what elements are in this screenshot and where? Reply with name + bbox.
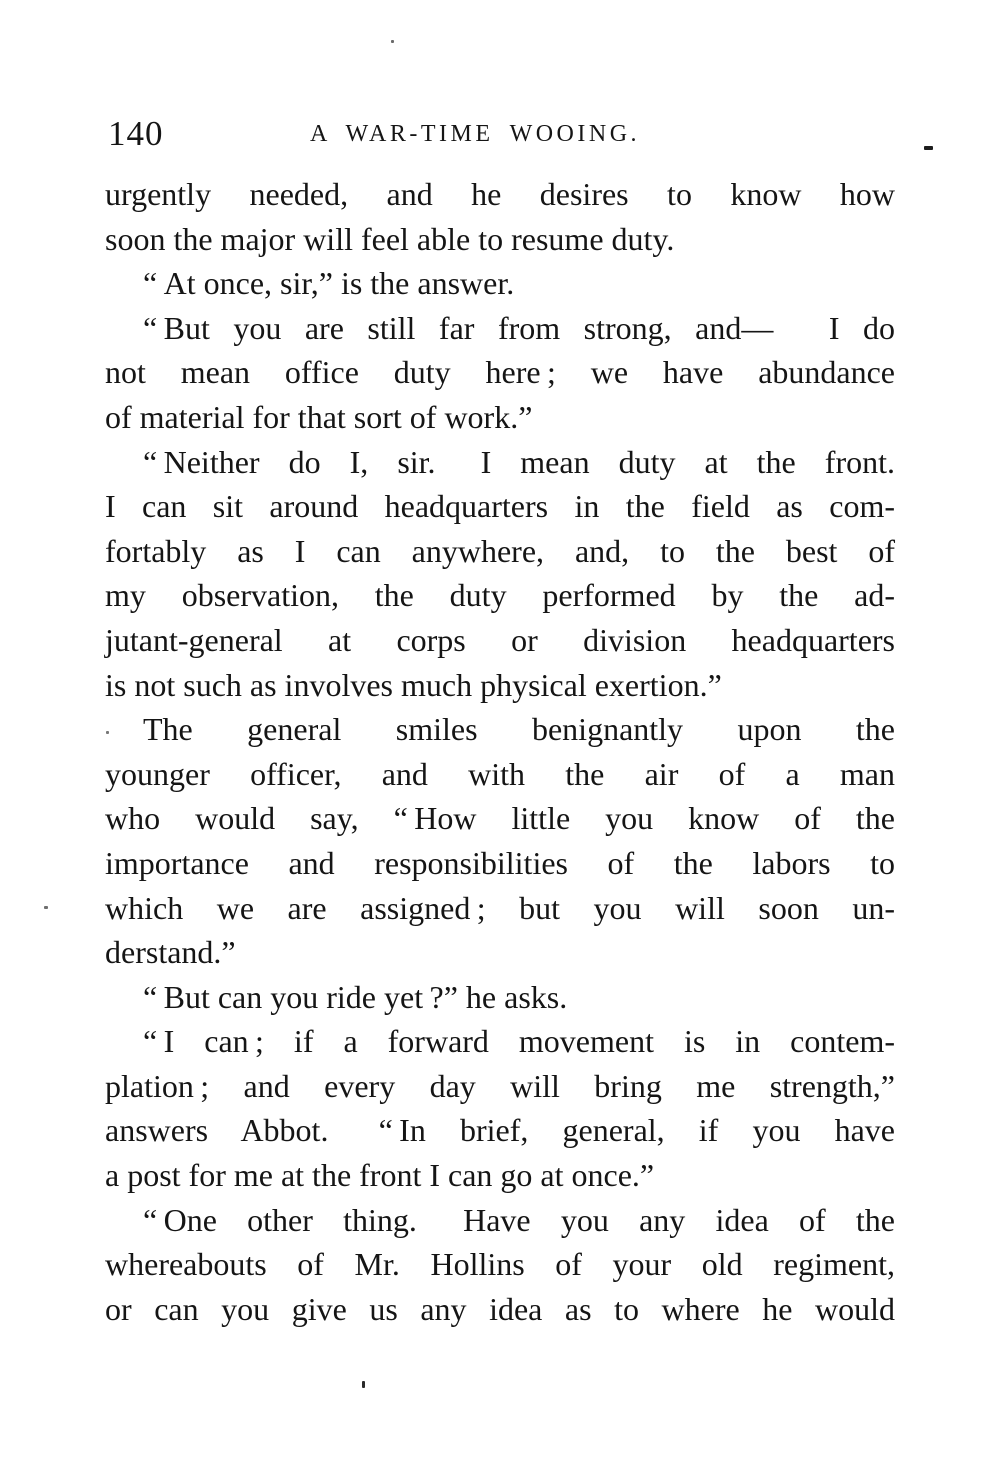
text-line: urgently needed, and he desires to know how: [105, 176, 895, 212]
text-line: a post for me at the front I can go at once.”: [105, 1157, 655, 1194]
text-line: “ But you are still far from strong, and— I do: [143, 309, 895, 346]
scan-speck: [924, 146, 933, 150]
text-line: “ At once, sir,” is the answer.: [143, 265, 515, 302]
scan-speck: [44, 906, 48, 909]
text-line: of material for that sort of work.”: [105, 398, 533, 435]
page-body: [105, 172, 895, 1331]
text-line: answers Abbot. “ In brief, general, if you have: [105, 1112, 895, 1149]
running-header-title: A WAR-TIME WOOING.: [309, 121, 641, 147]
text-line: younger officer, and with the air of a man: [105, 755, 895, 792]
text-line: jutant-general at corps or division headquarters: [105, 621, 895, 658]
text-line: or can you give us any idea as to where he would: [105, 1290, 895, 1327]
text-line: my observation, the duty performed by the ad-: [105, 577, 895, 614]
scan-speck: [391, 40, 394, 43]
text-line: importance and responsibilities of the labors to: [105, 844, 895, 881]
text-line: who would say, “ How little you know of the: [105, 800, 895, 837]
scan-speck: [106, 731, 109, 734]
running-header: [105, 110, 895, 156]
text-line: “ But can you ride yet ?” he asks.: [143, 978, 568, 1015]
text-line: I can sit around headquarters in the field as com-: [105, 488, 895, 525]
text-line: soon the major will feel able to resume duty.: [105, 220, 675, 257]
text-line: fortably as I can anywhere, and, to the best of: [105, 532, 895, 569]
text-line: The general smiles benignantly upon the: [143, 711, 895, 748]
text-line: “ I can ; if a forward movement is in contem-: [143, 1023, 895, 1060]
scan-speck: [362, 1381, 365, 1388]
text-line: derstand.”: [105, 934, 236, 971]
text-line: plation ; and every day will bring me strength,”: [105, 1067, 895, 1104]
text-line: not mean office duty here ; we have abundance: [105, 354, 895, 391]
page-number: 140: [108, 114, 164, 153]
text-line: which we are assigned ; but you will soon un-: [105, 889, 895, 926]
text-line: “ Neither do I, sir. I mean duty at the front.: [143, 443, 895, 480]
text-line: “ One other thing. Have you any idea of the: [143, 1201, 895, 1238]
text-line: whereabouts of Mr. Hollins of your old regiment,: [105, 1246, 895, 1283]
text-line: is not such as involves much physical exertion.”: [105, 666, 722, 703]
